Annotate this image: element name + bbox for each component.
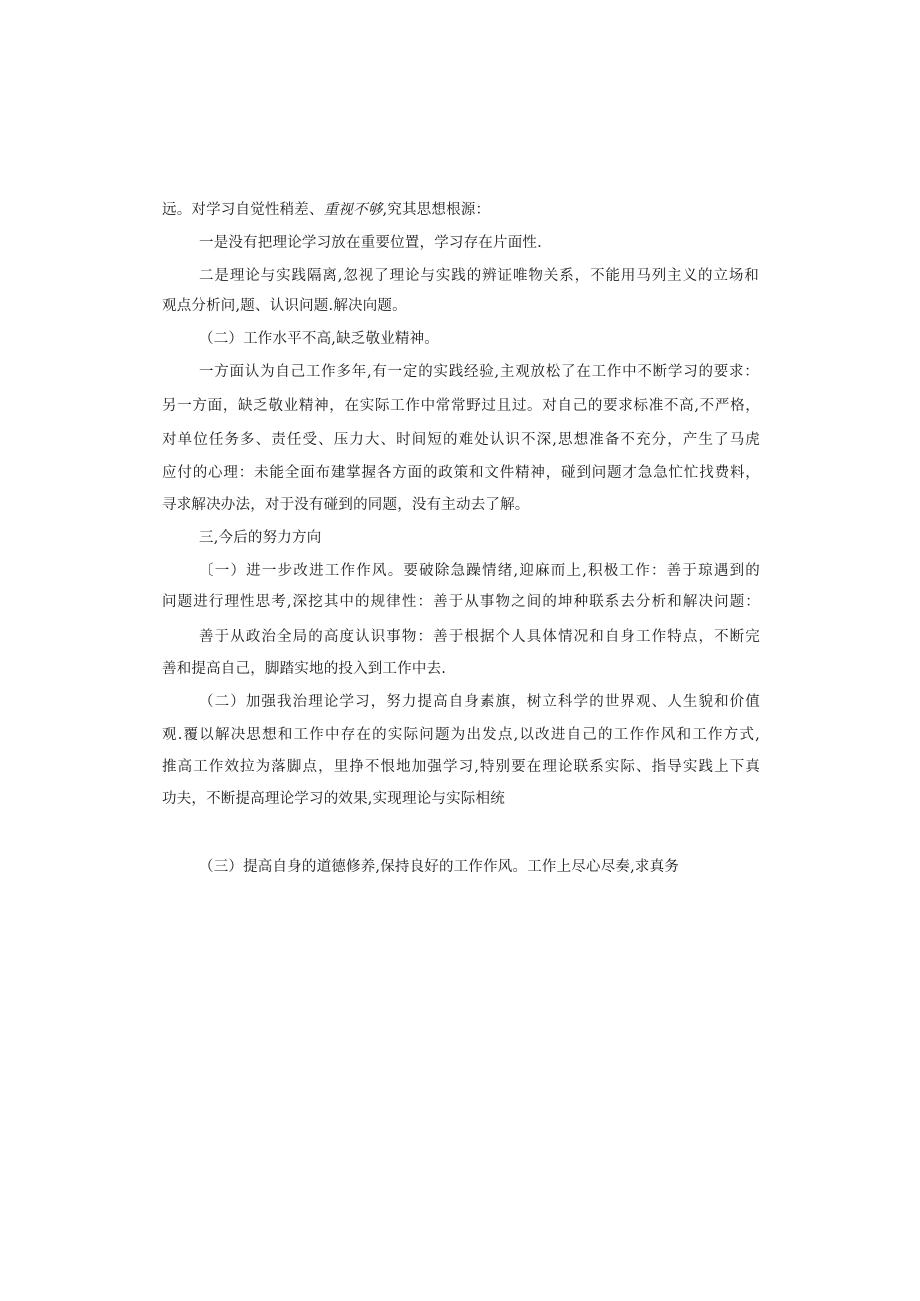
paragraph-line: 善于从政治全局的高度认识事物：善于根据个人具体情况和自身工作特点，不断完 [199,629,760,645]
paragraph-line: 推高工作效拉为落脚点，里挣不恨地加强学习,特别要在理论联系实际、指导实践上下真 [162,759,760,775]
text-segment: 远。对学习自觉性稍差、 [162,202,324,218]
paragraph-line: 应付的心理：未能全面布建掌握各方面的政策和文件精神，碰到问题才急急忙忙找费料， [162,465,760,481]
paragraph-line: 一是没有把理论学习放在重要位置，学习存在片面性. [199,235,542,251]
paragraph-line: 观点分析问,题、认识问题.解决向题。 [162,298,407,314]
section-heading: （三）提高自身的道德修养,保持良好的工作作风。工作上尽心尽奏,求真务 [199,859,680,875]
text-line [162,200,490,220]
paragraph-line: 〔一）进一步改进工作作风。要破除急躁情绪,迎麻而上,积极工作：善于琼遇到的 [199,563,760,579]
paragraph-line: 一方面认为自己工作多年,有一定的实践经验,主观放松了在工作中不断学习的要求： [199,364,759,380]
paragraph-line: 二是理论与实践隔离,忽视了理论与实践的辨证唯物关系，不能用马列主义的立场和 [199,268,759,284]
text-segment: ,究其思想根源： [382,202,491,218]
paragraph-line: 善和提高自己，脚踏实地的投入到工作中去. [162,661,447,677]
paragraph-line: 功夫，不断提高理论学习的效果,实现理论与实际相统 [162,791,505,807]
section-heading: 三,今后的努力方向 [199,530,322,546]
section-heading: （二）工作水平不高,缺乏敬业精神。 [199,331,440,347]
paragraph-line: （二）加强我治理论学习，努力提高自身素旗，树立科学的世界观、人生貌和价值 [199,694,760,710]
paragraph-line: 另一方面，缺乏敬业精神，在实际工作中常常野过且过。对自己的要求标准不高,不严格， [162,398,760,414]
paragraph-line: 问题进行理性思考,深挖其中的规律性：善于从事物之间的坤种联系去分析和解决问题： [162,594,760,610]
paragraph-line: 观.覆以解决思想和工作中存在的实际问题为出发点,以改进自己的工作作风和工作方式, [162,727,760,743]
paragraph-line: 寻求解决办法，对于没有碰到的同题，没有主动去了解。 [162,497,530,513]
paragraph-line: 对单位任务多、责任受、压力大、时间短的难处认识不深,思想准备不充分，产生了马虎 [162,432,760,448]
emphasized-text: 重视不够 [323,202,383,218]
